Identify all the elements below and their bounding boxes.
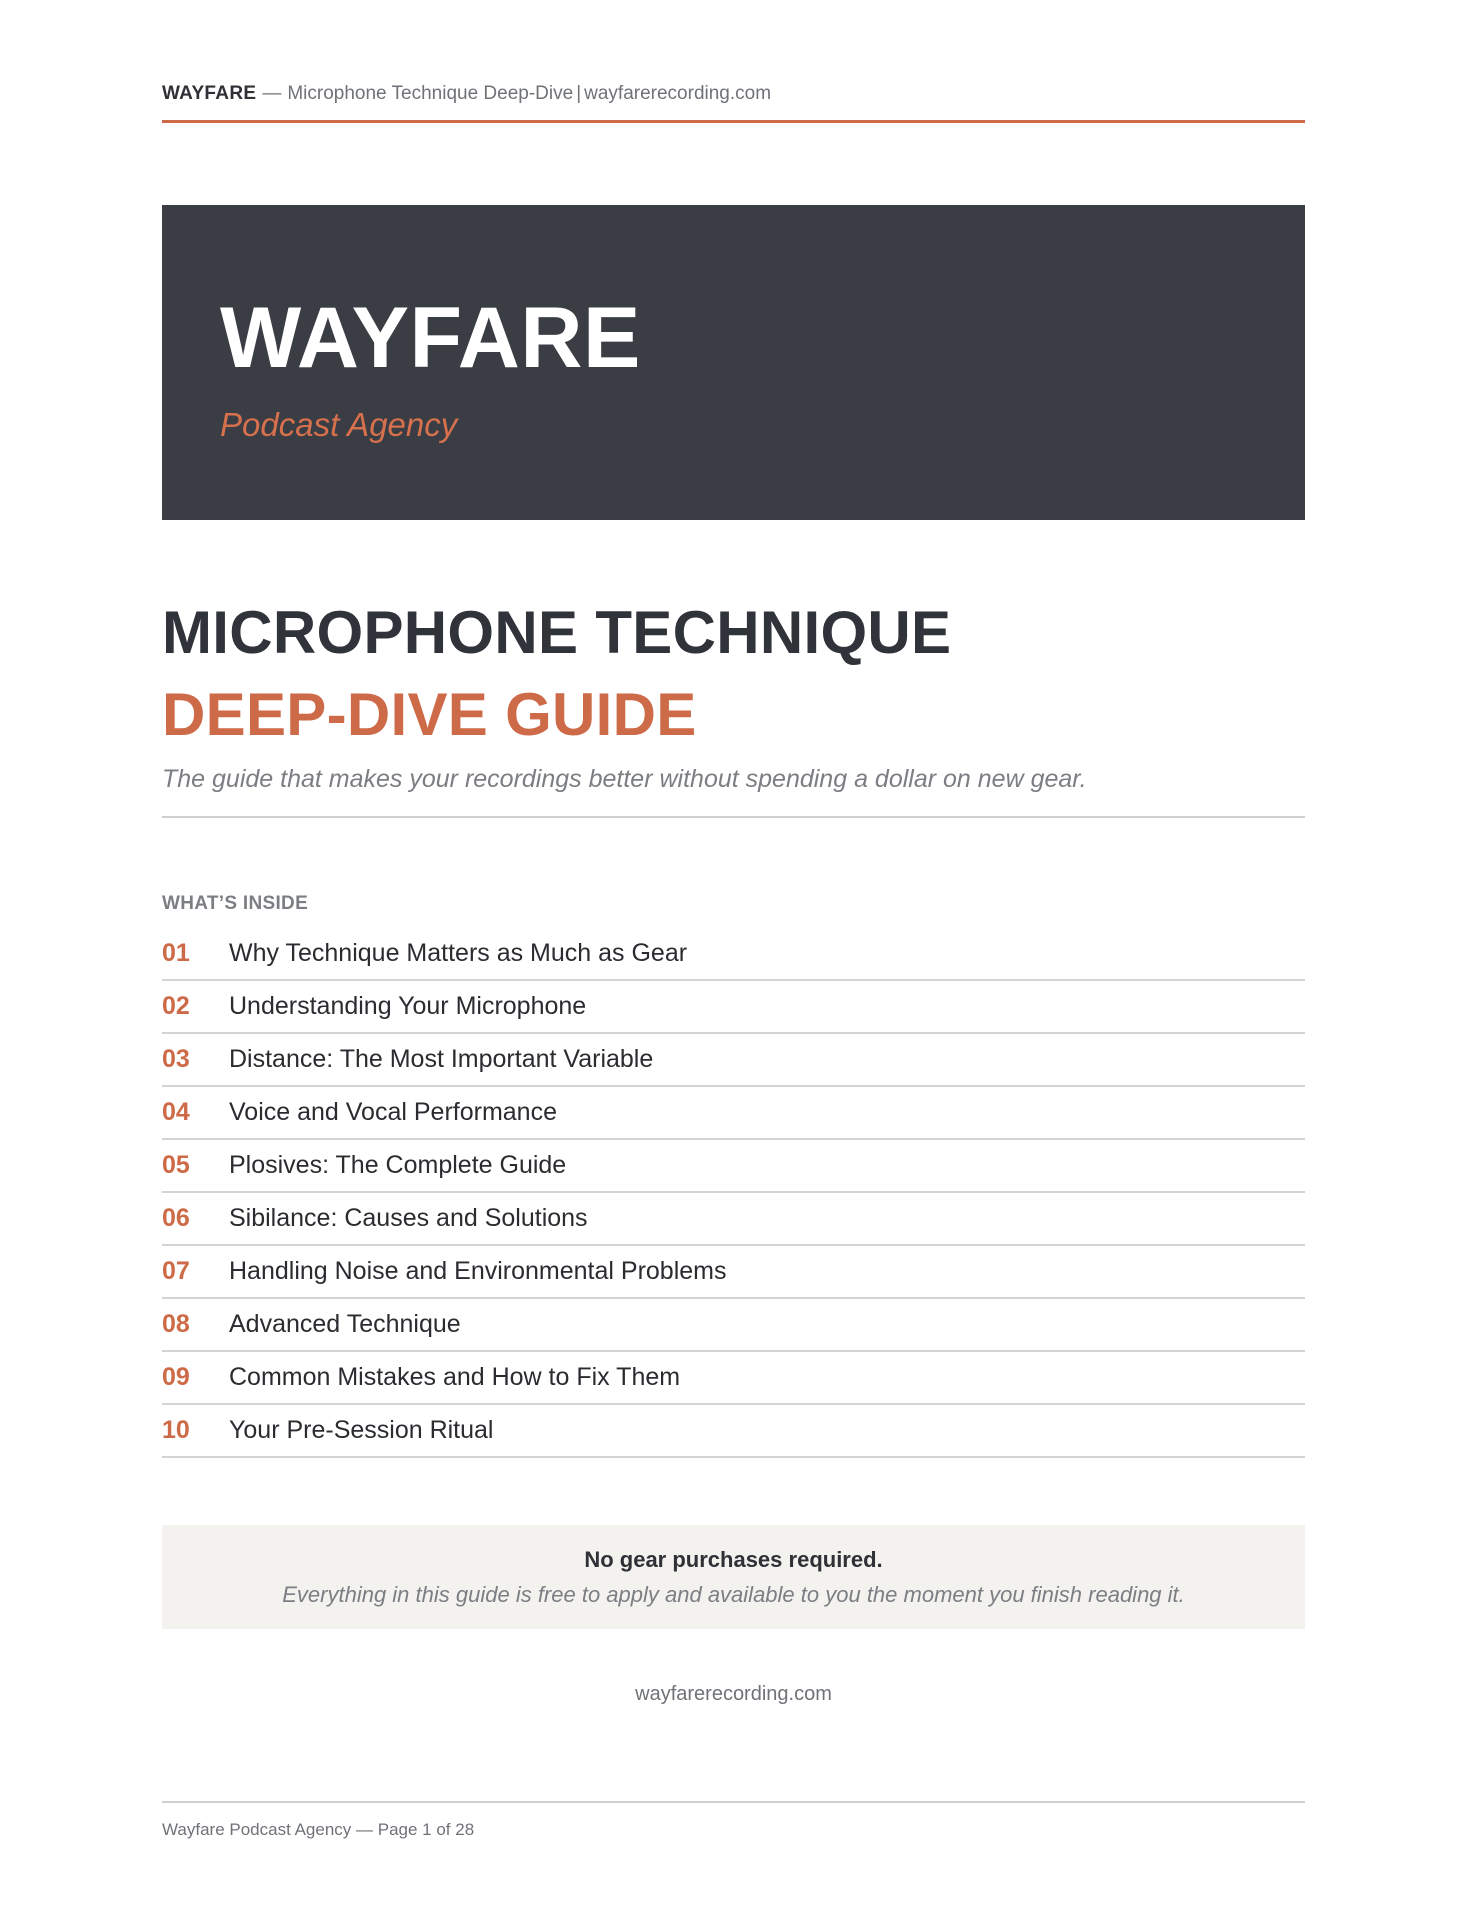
toc-number: 06 (162, 1204, 190, 1232)
toc-item (162, 981, 1305, 1034)
toc-number: 02 (162, 992, 190, 1020)
hero-title: WAYFARE (220, 290, 641, 386)
toc-title: Why Technique Matters as Much as Gear (229, 939, 688, 967)
toc-title: Distance: The Most Important Variable (229, 1045, 654, 1073)
toc-item (162, 1087, 1305, 1140)
document-title-line-1: MICROPHONE TECHNIQUE (162, 599, 952, 666)
toc-item (162, 1140, 1305, 1193)
toc-title: Understanding Your Microphone (229, 992, 587, 1020)
toc-item (162, 1405, 1305, 1458)
toc-title: Plosives: The Complete Guide (229, 1151, 567, 1179)
toc-number: 09 (162, 1363, 190, 1391)
header-brand: WAYFARE (162, 83, 257, 104)
document-page (162, 0, 1305, 1916)
toc-item (162, 1246, 1305, 1299)
header-rule (162, 120, 1305, 123)
table-of-contents (162, 928, 1305, 1458)
header-url: wayfarerecording.com (584, 83, 772, 104)
toc-title: Your Pre-Session Ritual (229, 1416, 494, 1444)
toc-item (162, 1299, 1305, 1352)
toc-number: 03 (162, 1045, 190, 1073)
footer-rule (162, 1801, 1305, 1803)
toc-item (162, 1193, 1305, 1246)
toc-title: Sibilance: Causes and Solutions (229, 1204, 588, 1232)
title-divider (162, 816, 1305, 818)
footer-text: Wayfare Podcast Agency — Page 1 of 28 (162, 1820, 475, 1839)
note-box (162, 1525, 1305, 1629)
document-title-line-2: DEEP-DIVE GUIDE (162, 681, 697, 748)
hero-subtitle: Podcast Agency (220, 406, 458, 443)
toc-number: 05 (162, 1151, 190, 1179)
note-heading: No gear purchases required. (584, 1547, 883, 1572)
contents-label: WHAT’S INSIDE (162, 893, 309, 914)
toc-title: Voice and Vocal Performance (229, 1098, 557, 1126)
toc-number: 10 (162, 1416, 190, 1444)
toc-item (162, 1352, 1305, 1405)
hero-banner (162, 205, 1305, 520)
toc-number: 07 (162, 1257, 190, 1285)
header-dash: — (262, 83, 282, 104)
toc-title: Handling Noise and Environmental Problems (229, 1257, 727, 1285)
toc-number: 08 (162, 1310, 190, 1338)
toc-item (162, 928, 1305, 981)
site-link[interactable]: wayfarerecording.com (635, 1683, 832, 1705)
note-body: Everything in this guide is free to apply and available to you the moment you finish reading it. (282, 1582, 1185, 1607)
toc-item (162, 1034, 1305, 1087)
toc-number: 04 (162, 1098, 190, 1126)
header-doc-name: Microphone Technique Deep-Dive (287, 83, 574, 104)
toc-title: Advanced Technique (229, 1310, 461, 1338)
toc-number: 01 (162, 939, 190, 967)
toc-title: Common Mistakes and How to Fix Them (229, 1363, 681, 1391)
running-header (162, 82, 1305, 106)
header-separator: | (576, 83, 582, 104)
document-tagline: The guide that makes your recordings better without spending a dollar on new gear. (162, 765, 1087, 793)
